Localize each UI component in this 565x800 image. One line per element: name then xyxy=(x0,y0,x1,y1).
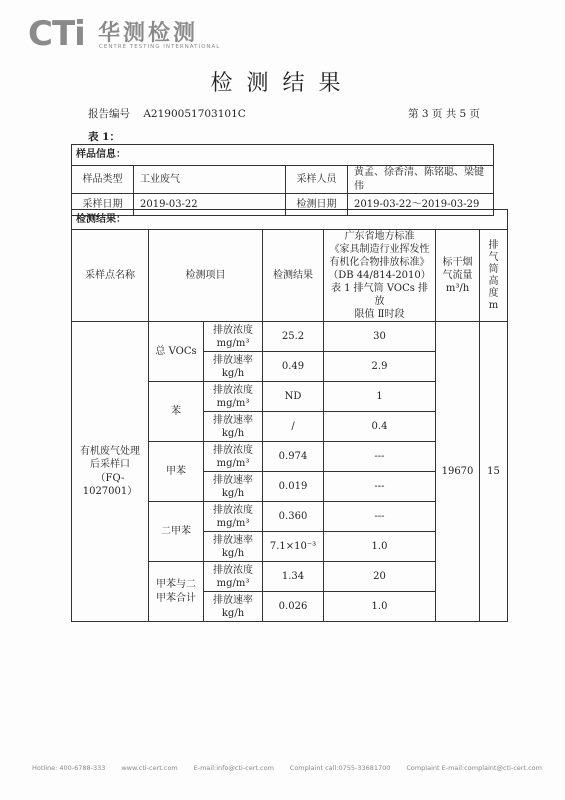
parameter-line: 排放浓度 xyxy=(213,504,253,516)
page-title: 检测结果 xyxy=(210,71,355,96)
parameter-name xyxy=(204,592,263,622)
table-row xyxy=(72,322,508,352)
logo-chinese-name: 华测检测 xyxy=(98,21,199,46)
header-standard-line: 广东省地方标准 xyxy=(344,231,415,242)
header-sampling-point: 采样点名称 xyxy=(72,230,149,322)
parameter-line: mg/m³ xyxy=(216,457,250,469)
parameter-name xyxy=(204,502,263,532)
result-value: 0.026 xyxy=(263,592,324,622)
pollutant-name-line: 甲苯与二 xyxy=(156,579,196,590)
test-date-value: 2019-03-22～2019-03-29 xyxy=(348,194,494,216)
sampling-point xyxy=(72,322,149,622)
result-value: ND xyxy=(263,382,324,412)
header-result: 检测结果 xyxy=(263,230,324,322)
result-value: 25.2 xyxy=(263,322,324,352)
parameter-line: 排放浓度 xyxy=(213,444,253,456)
report-number-value: A2190051703101C xyxy=(143,108,246,120)
parameter-name xyxy=(204,382,263,412)
pollutant-name xyxy=(149,442,204,502)
sample-info-table xyxy=(71,144,494,216)
parameter-line: mg/m³ xyxy=(216,577,250,589)
parameter-name xyxy=(204,352,263,382)
limit-value: 1.0 xyxy=(324,532,436,562)
sampling-point-line: 后采样口 xyxy=(90,459,130,470)
header-flow-line: 气流量 xyxy=(442,270,473,281)
sampling-point-line: 有机废气处理 xyxy=(80,445,140,457)
results-header-row xyxy=(72,230,508,322)
pollutant-name xyxy=(149,562,204,622)
result-value: 1.34 xyxy=(263,562,324,592)
footer-hotline: Hotline: 400-6788-333 xyxy=(32,764,106,772)
results-table xyxy=(71,209,508,622)
parameter-line: kg/h xyxy=(221,367,245,379)
pollutant-name-line: 甲苯合计 xyxy=(156,592,196,604)
parameter-line: 排放浓度 xyxy=(213,564,253,576)
parameter-name xyxy=(204,532,263,562)
limit-value: 1 xyxy=(324,382,436,412)
parameter-line: 排放速率 xyxy=(213,414,253,426)
header-height-line: 排 xyxy=(488,239,499,251)
parameter-name xyxy=(204,322,263,352)
footer-complaint-call: Complaint call:0755-33681700 xyxy=(289,764,391,772)
sample-info-heading: 样品信息： xyxy=(72,145,494,166)
limit-value: 1.0 xyxy=(324,592,436,622)
parameter-line: 排放浓度 xyxy=(213,324,253,336)
parameter-line: 排放速率 xyxy=(213,354,253,366)
footer xyxy=(32,764,542,772)
parameter-line: kg/h xyxy=(221,607,245,619)
parameter-line: 排放浓度 xyxy=(213,384,253,396)
header-height-line: 筒 xyxy=(488,263,499,275)
parameter-name xyxy=(204,562,263,592)
samplers-label: 采样人员 xyxy=(286,166,348,194)
stack-height-value: 15 xyxy=(480,322,508,622)
result-value: / xyxy=(263,412,324,442)
header-standard xyxy=(324,230,436,322)
parameter-line: kg/h xyxy=(221,487,245,499)
header-flow-line: 标干烟 xyxy=(442,257,473,268)
table-label: 表 1： xyxy=(88,131,120,143)
limit-value: 2.9 xyxy=(324,352,436,382)
parameter-name xyxy=(204,442,263,472)
parameter-name xyxy=(204,472,263,502)
flow-value: 19670 xyxy=(436,322,480,622)
limit-value: --- xyxy=(324,442,436,472)
header-standard-line: 《家具制造行业挥发性 xyxy=(329,244,430,255)
parameter-line: 排放速率 xyxy=(213,474,253,486)
parameter-line: 排放速率 xyxy=(213,534,253,546)
footer-complaint-email[interactable]: Complaint E-mail:complaint@cti-cert.com xyxy=(406,764,542,772)
header-flow xyxy=(436,230,480,322)
parameter-line: mg/m³ xyxy=(216,397,250,409)
report-number-label: 报告编号 xyxy=(88,108,130,120)
sample-type-label: 样品类型 xyxy=(72,166,134,194)
limit-value: --- xyxy=(324,472,436,502)
result-value: 0.49 xyxy=(263,352,324,382)
parameter-line: 排放速率 xyxy=(213,594,253,606)
limit-value: 0.4 xyxy=(324,412,436,442)
parameter-line: kg/h xyxy=(221,547,245,559)
limit-value: 20 xyxy=(324,562,436,592)
limit-value: 30 xyxy=(324,322,436,352)
pollutant-name-line: 二甲苯 xyxy=(161,525,191,537)
sample-date-value: 2019-03-22 xyxy=(134,194,286,216)
pollutant-name-line: 总 VOCs xyxy=(155,345,197,357)
samplers-value: 黄孟、徐香清、陈铭聪、梁键伟 xyxy=(348,166,494,194)
header-height-line: 度 xyxy=(488,287,499,299)
parameter-line: mg/m³ xyxy=(216,517,250,529)
pollutant-name-line: 苯 xyxy=(171,405,181,417)
result-value: 0.019 xyxy=(263,472,324,502)
results-heading: 检测结果： xyxy=(72,210,508,230)
limit-value: --- xyxy=(324,502,436,532)
header-test-item: 检测项目 xyxy=(149,230,263,322)
footer-website[interactable]: www.cti-cert.com xyxy=(121,764,178,772)
result-value: 0.974 xyxy=(263,442,324,472)
parameter-name xyxy=(204,412,263,442)
sampling-point-line: （FQ-1027001） xyxy=(82,472,138,497)
pollutant-name-line: 甲苯 xyxy=(166,465,186,477)
footer-email[interactable]: E-mail:info@cti-cert.com xyxy=(193,764,274,772)
header-height-line: m xyxy=(488,299,499,311)
result-value: 0.360 xyxy=(263,502,324,532)
logo-english-name: CENTRE TESTING INTERNATIONAL xyxy=(99,44,221,50)
report-number xyxy=(88,106,246,121)
header-height xyxy=(480,230,508,322)
logo-mark: CTi xyxy=(28,14,85,54)
parameter-line: kg/h xyxy=(221,427,245,439)
header-standard-line: 限值 Ⅱ时段 xyxy=(354,309,405,320)
pollutant-name xyxy=(149,382,204,442)
header-flow-line: m³/h xyxy=(445,283,470,294)
sample-date-label: 采样日期 xyxy=(72,194,134,216)
header-height-line: 高 xyxy=(488,275,499,287)
header-standard-line: 有机化合物排放标准》 xyxy=(329,257,430,268)
header-height-line: 气 xyxy=(488,251,499,263)
pollutant-name xyxy=(149,502,204,562)
test-date-label: 检测日期 xyxy=(286,194,348,216)
sample-type-value: 工业废气 xyxy=(134,166,286,194)
header-standard-line: （DB 44/814-2010） xyxy=(328,270,431,281)
pollutant-name xyxy=(149,322,204,382)
result-value: 7.1×10⁻³ xyxy=(263,532,324,562)
parameter-line: mg/m³ xyxy=(216,337,250,349)
page-info: 第 3 页 共 5 页 xyxy=(408,108,481,120)
header-standard-line: 表 1 排气筒 VOCs 排放 xyxy=(330,283,429,307)
